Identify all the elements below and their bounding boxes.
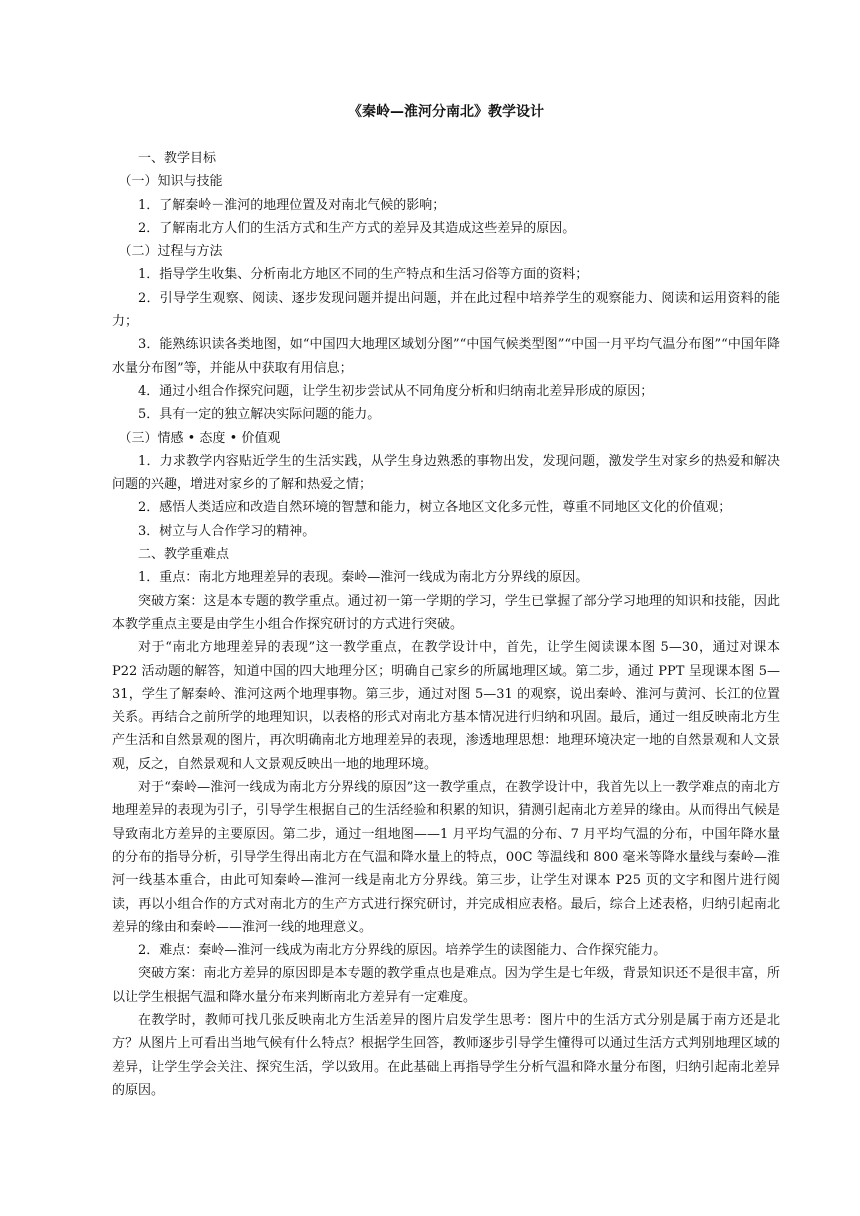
document-body [112, 147, 780, 1102]
paragraph: （一）知识与技能 [118, 174, 223, 190]
paragraph: 2．了解南北方人们的生活方式和生产方式的差异及其造成这些差异的原因。 [138, 220, 576, 236]
paragraph: 在教学时，教师可找几张反映南北方生活差异的图片启发学生思考：图片中的生活方式分别是属于南方还是北方？从图片上可看出当地气候有什么特点？根据学生回答，教师逐步引导学生懂得可以通过生活方式判别地理区域的差异，让学生学会关注、探究生活，学以致用。在此基础上再指导学生分析气温和降水量分布图，归纳引起南北差异的原因。 [112, 1012, 780, 1098]
paragraph: 1．指导学生收集、分析南北方地区不同的生产特点和生活习俗等方面的资料； [138, 267, 589, 283]
paragraph: 2．引导学生观察、阅读、逐步发现问题并提出问题，并在此过程中培养学生的观察能力、阅读和运用资料的能力； [112, 290, 780, 330]
paragraph: 二、教学重难点 [138, 547, 230, 563]
paragraph: 1．重点：南北方地理差异的表现。秦岭—淮河一线成为南北方分界线的原因。 [138, 570, 589, 586]
paragraph: 突破方案：这是本专题的教学重点。通过初一第一学期的学习，学生已掌握了部分学习地理的知识和技能，因此本教学重点主要是由学生小组合作探究研讨的方式进行突破。 [112, 593, 780, 632]
paragraph: 5．具有一定的独立解决实际问题的能力。 [138, 407, 381, 423]
document-page [112, 100, 780, 1102]
paragraph: 2．感悟人类适应和改造自然环境的智慧和能力，树立各地区文化多元性，尊重不同地区文化的价值观； [138, 500, 732, 516]
paragraph: 对于“南北方地理差异的表现”这一教学重点，在教学设计中，首先，让学生阅读课本图 5—30，通过对课本 P22 活动题的解答，知道中国的四大地理分区；明确自己家乡的所属地理区域。第二步，通过 PPT 呈现课本图 5—31，学生了解秦岭、淮河这两个地理事物。第三步，通过对图 5—31 的观察，说出秦岭、淮河与黄河、长江的位置关系。再结合之前所学的地理知识，以表格的形式对南北方基本情况进行归纳和巩固。最后，通过一组反映南北方生产生活和自然景观的图片，再次明确南北方地理差异的表现，渗透地理思想：地理环境决定一地的自然景观和人文景观，反之，自然景观和人文景观反映出一地的地理环境。 [112, 640, 780, 772]
paragraph: 2．难点：秦岭—淮河一线成为南北方分界线的原因。培养学生的读图能力、合作探究能力。 [138, 943, 667, 959]
paragraph: 突破方案：南北方差异的原因即是本专题的教学重点也是难点。因为学生是七年级，背景知识还不是很丰富，所以让学生根据气温和降水量分布来判断南北方差异有一定难度。 [112, 966, 780, 1005]
paragraph: 1．了解秦岭－淮河的地理位置及对南北气候的影响； [138, 197, 446, 213]
paragraph: 1．力求教学内容贴近学生的生活实践，从学生身边熟悉的事物出发，发现问题，激发学生对家乡的热爱和解决问题的兴趣，增进对家乡的了解和热爱之情； [112, 453, 780, 493]
paragraph: （三）情感 • 态度 • 价值观 [118, 430, 281, 446]
paragraph: （二）过程与方法 [118, 244, 223, 260]
document-title: 《秦岭—淮河分南北》教学设计 [348, 104, 544, 120]
paragraph: 4．通过小组合作探究问题，让学生初步尝试从不同角度分析和归纳南北差异形成的原因； [138, 383, 654, 399]
paragraph: 对于“秦岭—淮河一线成为南北方分界线的原因”这一教学重点，在教学设计中，我首先以上一教学难点的南北方地理差异的表现为引子，引导学生根据自己的生活经验和积累的知识，猜测引起南北方差异的缘由。从而得出气候是导致南北方差异的主要原因。第二步，通过一组地图——1 月平均气温的分布、7 月平均气温的分布，中国年降水量的分布的指导分析，引导学生得出南北方在气温和降水量上的特点，00C 等温线和 800 毫米等降水量线与秦岭—淮河一线基本重合，由此可知秦岭—淮河一线是南北方分界线。第三步，让学生对课本 P25 页的文字和图片进行阅读，再以小组合作的方式对南北方的生产方式进行探究研讨，并完成相应表格。最后，综合上述表格，归纳引起南北差异的缘由和秦岭——淮河一线的地理意义。 [112, 780, 780, 935]
paragraph: 3．能熟练识读各类地图，如“中国四大地理区域划分图”“中国气候类型图”“中国一月平均气温分布图”“中国年降水量分布图”等，并能从中获取有用信息； [112, 337, 780, 376]
paragraph: 3．树立与人合作学习的精神。 [138, 523, 316, 539]
paragraph: 一、教学目标 [138, 151, 217, 166]
